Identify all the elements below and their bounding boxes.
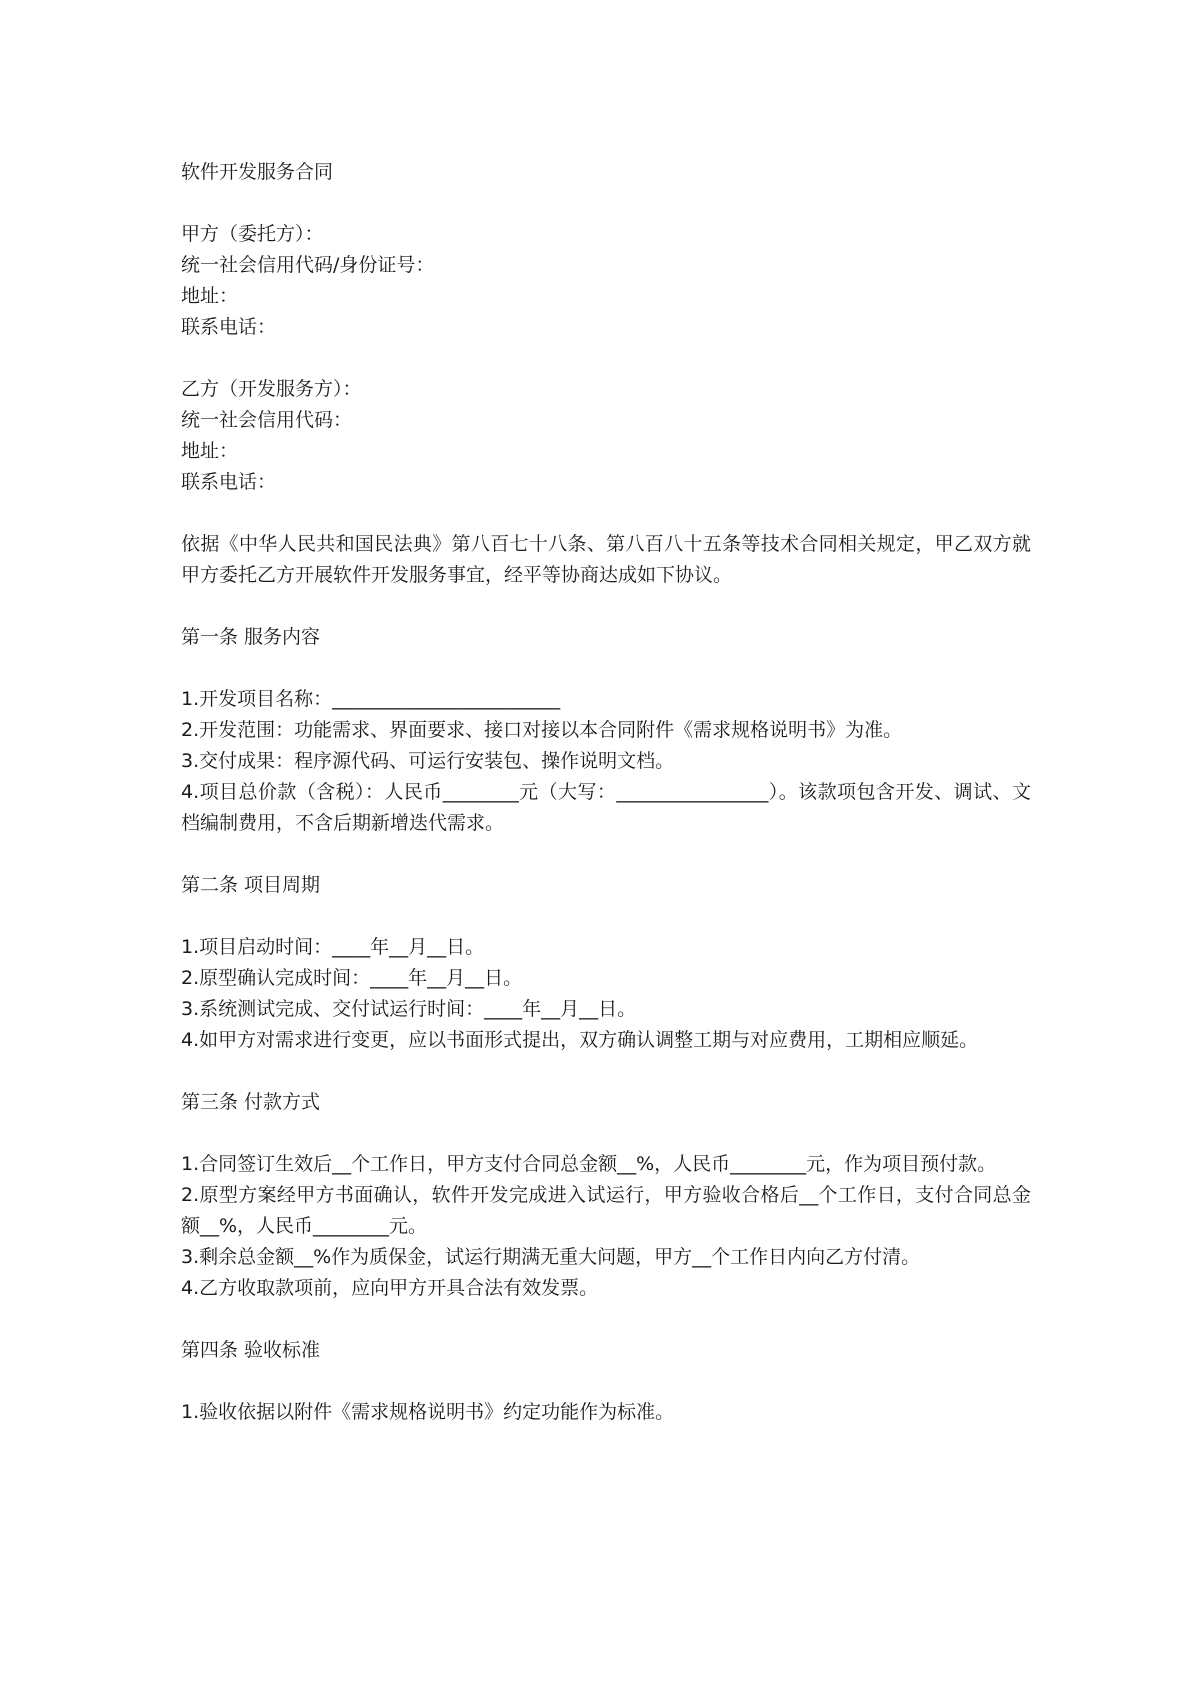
section-1 xyxy=(181,622,1031,839)
clause-item: 4.项目总价款（含税）：人民币________元（大写：________________）。该款项包含开发、调试、文档编制费用，不含后期新增迭代需求。 xyxy=(181,781,1031,834)
section-heading: 第二条 项目周期 xyxy=(181,874,321,896)
party-a-phone: 联系电话： xyxy=(181,316,277,338)
section-heading: 第三条 付款方式 xyxy=(181,1091,321,1113)
section-heading: 第四条 验收标准 xyxy=(181,1339,321,1361)
clause-item: 3.剩余总金额__%作为质保金，试运行期满无重大问题，甲方__个工作日内向乙方付清。 xyxy=(181,1246,921,1268)
party-b-id: 统一社会信用代码： xyxy=(181,409,353,431)
preamble-block xyxy=(181,529,1031,591)
clause-item: 1.开发项目名称：________________________ xyxy=(181,688,561,710)
section-heading: 第一条 服务内容 xyxy=(181,626,321,648)
section-4 xyxy=(181,1335,1031,1428)
party-b-name: 乙方（开发服务方）： xyxy=(181,378,362,400)
clause-item: 2.开发范围：功能需求、界面要求、接口对接以本合同附件《需求规格说明书》为准。 xyxy=(181,719,903,741)
clause-item: 2.原型方案经甲方书面确认，软件开发完成进入试运行，甲方验收合格后__个工作日，支付合同总金额__%，人民币________元。 xyxy=(181,1184,1031,1237)
section-2 xyxy=(181,870,1031,1056)
party-a-block xyxy=(181,219,1031,343)
clause-item: 3.系统测试完成、交付试运行时间：____年__月__日。 xyxy=(181,998,637,1020)
party-b-block xyxy=(181,374,1031,498)
clause-item: 1.项目启动时间：____年__月__日。 xyxy=(181,936,485,958)
party-b-phone: 联系电话： xyxy=(181,471,277,493)
document-title: 软件开发服务合同 xyxy=(181,161,334,183)
clause-item: 1.合同签订生效后__个工作日，甲方支付合同总金额__%，人民币________元，作为项目预付款。 xyxy=(181,1153,997,1175)
section-3 xyxy=(181,1087,1031,1304)
clause-item: 2.原型确认完成时间：____年__月__日。 xyxy=(181,967,523,989)
clause-item: 4.如甲方对需求进行变更，应以书面形式提出，双方确认调整工期与对应费用，工期相应顺延。 xyxy=(181,1029,979,1051)
clause-item: 3.交付成果：程序源代码、可运行安装包、操作说明文档。 xyxy=(181,750,675,772)
party-a-id: 统一社会信用代码/身份证号： xyxy=(181,254,435,276)
document-body xyxy=(181,157,1031,1459)
party-a-address: 地址： xyxy=(181,285,239,307)
preamble-paragraph: 依据《中华人民共和国民法典》第八百七十八条、第八百八十五条等技术合同相关规定，甲乙双方就甲方委托乙方开展软件开发服务事宜，经平等协商达成如下协议。 xyxy=(181,533,1031,586)
clause-item: 4.乙方收取款项前，应向甲方开具合法有效发票。 xyxy=(181,1277,599,1299)
party-a-name: 甲方（委托方）： xyxy=(181,223,324,245)
clause-item: 1.验收依据以附件《需求规格说明书》约定功能作为标准。 xyxy=(181,1401,675,1423)
party-b-address: 地址： xyxy=(181,440,239,462)
